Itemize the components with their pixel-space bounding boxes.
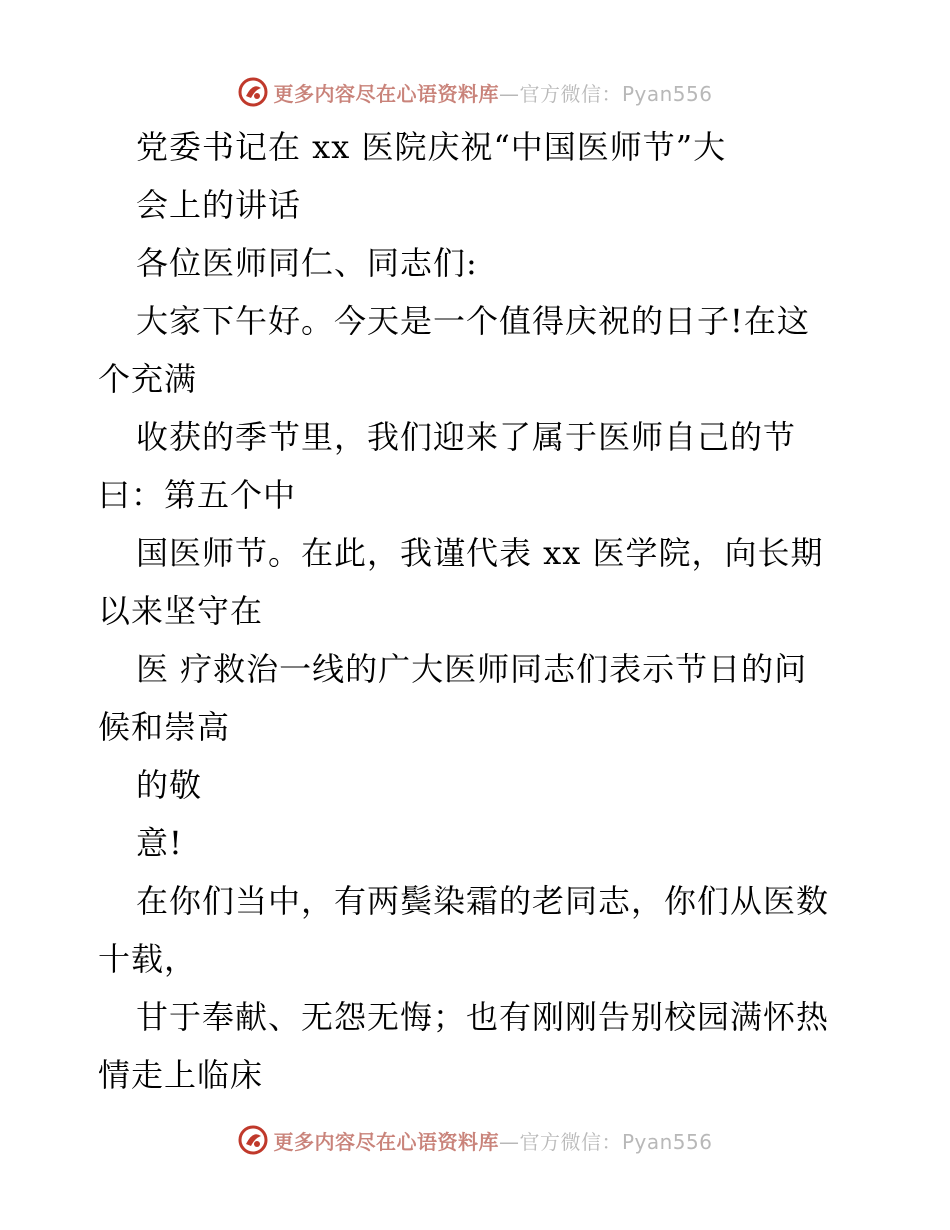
text-line: 以来坚守在 bbox=[98, 592, 264, 630]
text-line: 意! bbox=[136, 824, 183, 862]
watermark-sub-text: —官方微信：Pyan556 bbox=[498, 81, 713, 106]
header-watermark bbox=[0, 72, 950, 112]
watermark-main-text: 更多内容尽在心语资料库 bbox=[273, 81, 499, 106]
logo-icon bbox=[237, 76, 269, 108]
text-line: 党委书记在 xx 医院庆祝“中国医师节”大 bbox=[136, 128, 727, 166]
text-line: 十载， bbox=[98, 940, 198, 978]
text-line: 情走上临床 bbox=[98, 1056, 264, 1094]
text-line: 收获的季节里，我们迎来了属于医师自己的节 bbox=[136, 418, 797, 456]
text-line: 个充满 bbox=[98, 360, 198, 398]
footer-watermark bbox=[0, 1120, 950, 1160]
watermark-main-text: 更多内容尽在心语资料库 bbox=[273, 1129, 499, 1154]
text-line: 在你们当中，有两鬓染霜的老同志，你们从医数 bbox=[136, 882, 830, 920]
watermark-sub-text: —官方微信：Pyan556 bbox=[498, 1129, 713, 1154]
logo-icon bbox=[237, 1124, 269, 1156]
text-line: 曰：第五个中 bbox=[98, 476, 297, 514]
text-line: 甘于奉献、无怨无悔；也有刚刚告别校园满怀热 bbox=[136, 998, 830, 1036]
text-line: 国医师节。在此，我谨代表 xx 医学院，向长期 bbox=[136, 534, 824, 572]
text-line: 的敬 bbox=[136, 766, 203, 804]
text-line: 会上的讲话 bbox=[136, 186, 302, 224]
text-line: 大家下午好。今天是一个值得庆祝的日子!在这 bbox=[136, 302, 810, 340]
text-line: 候和崇高 bbox=[98, 708, 231, 746]
text-line: 医 疗救治一线的广大医师同志们表示节日的问 bbox=[136, 650, 808, 688]
text-line: 各位医师同仁、同志们: bbox=[136, 244, 478, 282]
